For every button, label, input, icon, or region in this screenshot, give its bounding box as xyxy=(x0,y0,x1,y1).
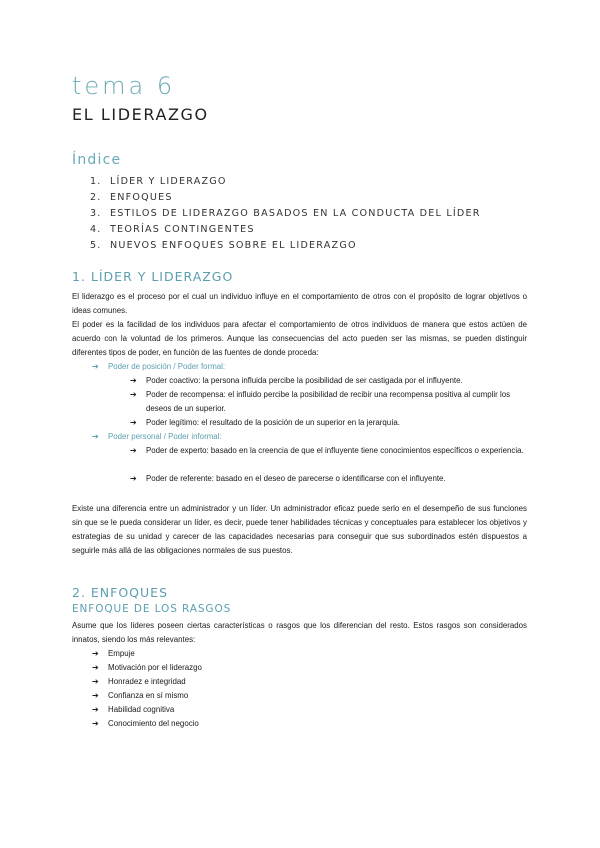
list-item-trait: ➔ Confianza en sí mismo xyxy=(92,689,188,703)
toc-item[interactable]: 1. LÍDER Y LIDERAZGO xyxy=(90,176,227,187)
arrow-icon: ➔ xyxy=(92,432,99,441)
toc-title: Índice xyxy=(72,152,122,168)
list-item-trait: ➔ Empuje xyxy=(92,647,135,661)
arrow-icon: ➔ xyxy=(92,677,99,686)
arrow-icon: ➔ xyxy=(92,691,99,700)
toc-item[interactable]: 5. NUEVOS ENFOQUES SOBRE EL LIDERAZGO xyxy=(90,240,357,251)
arrow-icon: ➔ xyxy=(130,376,137,385)
toc-item[interactable]: 3. ESTILOS DE LIDERAZGO BASADOS EN LA CONDUCTA DEL LÍDER xyxy=(90,208,481,219)
arrow-icon: ➔ xyxy=(92,719,99,728)
list-item-poder-recompensa: ➔ Poder de recompensa: el influido percibe la posibilidad de recibir una recompensa positiva al cumplir los deseos de un superior. xyxy=(130,390,511,413)
list-item-poder-referente: ➔ Poder de referente: basado en el deseo de parecerse o identificarse con el influyente. xyxy=(130,472,528,486)
arrow-icon: ➔ xyxy=(92,663,99,672)
paragraph-definicion-poder: El poder es la facilidad de los individuos para afectar el comportamiento de otros individuos de manera que estos actúen de acuerdo con la voluntad de los primeros. Aunque las consecuencias del acto pueden ser las mismas, se pueden distinguir diferentes tipos de poder, en función de las fuentes de donde proceda: xyxy=(72,320,527,357)
arrow-icon: ➔ xyxy=(130,446,137,455)
list-item-trait: ➔ Habilidad cognitiva xyxy=(92,703,174,717)
section-heading-enfoques: 2. ENFOQUES xyxy=(72,585,168,600)
list-item-trait: ➔ Motivación por el liderazgo xyxy=(92,661,202,675)
subsection-heading-rasgos: ENFOQUE DE LOS RASGOS xyxy=(72,603,232,615)
paragraph-definicion-liderazgo: El liderazgo es el proceso por el cual un individuo influye en el comportamiento de otros con el propósito de lograr objetivos o ideas comunes. xyxy=(72,292,527,315)
paragraph-rasgos: Asume que los líderes poseen ciertas características o rasgos que los diferencian del resto. Estos rasgos son considerados innatos, siendo los más relevantes: xyxy=(72,621,527,644)
list-item-poder-coactivo: ➔ Poder coactivo: la persona influida percibe la posibilidad de ser castigada por el influyente. xyxy=(130,374,528,388)
list-item-poder-legitimo: ➔ Poder legítimo: el resultado de la posición de un superior en la jerarquía. xyxy=(130,416,528,430)
toc-item[interactable]: 4. TEORÍAS CONTINGENTES xyxy=(90,224,255,235)
list-item-trait: ➔ Honradez e integridad xyxy=(92,675,186,689)
section-heading-lider: 1. LÍDER Y LIDERAZGO xyxy=(72,269,234,284)
paragraph-administrador-lider: Existe una diferencia entre un administrador y un líder. Un administrador eficaz puede serlo en el desempeño de sus funciones sin que se le pueda considerar un líder, es decir, puede tener habilidades técnicas y conceptuales para establecer los objetivos y estrategias de su unidad y carecer de las capacidades necesarias para conseguir que sus subordinados estén dispuestos a seguirle más allá de las obligaciones normales de sus puestos. xyxy=(72,504,527,555)
arrow-icon: ➔ xyxy=(130,418,137,427)
list-item-poder-experto: ➔ Poder de experto: basado en la creencia de que el influyente tiene conocimientos específicos o experiencia. xyxy=(130,444,528,458)
list-item-poder-formal: ➔ Poder de posición / Poder formal: xyxy=(92,360,225,374)
arrow-icon: ➔ xyxy=(92,362,99,371)
list-item-poder-informal: ➔ Poder personal / Poder informal: xyxy=(92,430,222,444)
toc-item[interactable]: 2. ENFOQUES xyxy=(90,192,173,203)
tema-title: tema 6 xyxy=(72,72,176,100)
page-title: EL LIDERAZGO xyxy=(72,105,209,124)
arrow-icon: ➔ xyxy=(92,705,99,714)
arrow-icon: ➔ xyxy=(130,474,137,483)
arrow-icon: ➔ xyxy=(92,649,99,658)
table-of-contents xyxy=(90,174,481,254)
list-item-trait: ➔ Conocimiento del negocio xyxy=(92,717,199,731)
arrow-icon: ➔ xyxy=(130,390,137,399)
